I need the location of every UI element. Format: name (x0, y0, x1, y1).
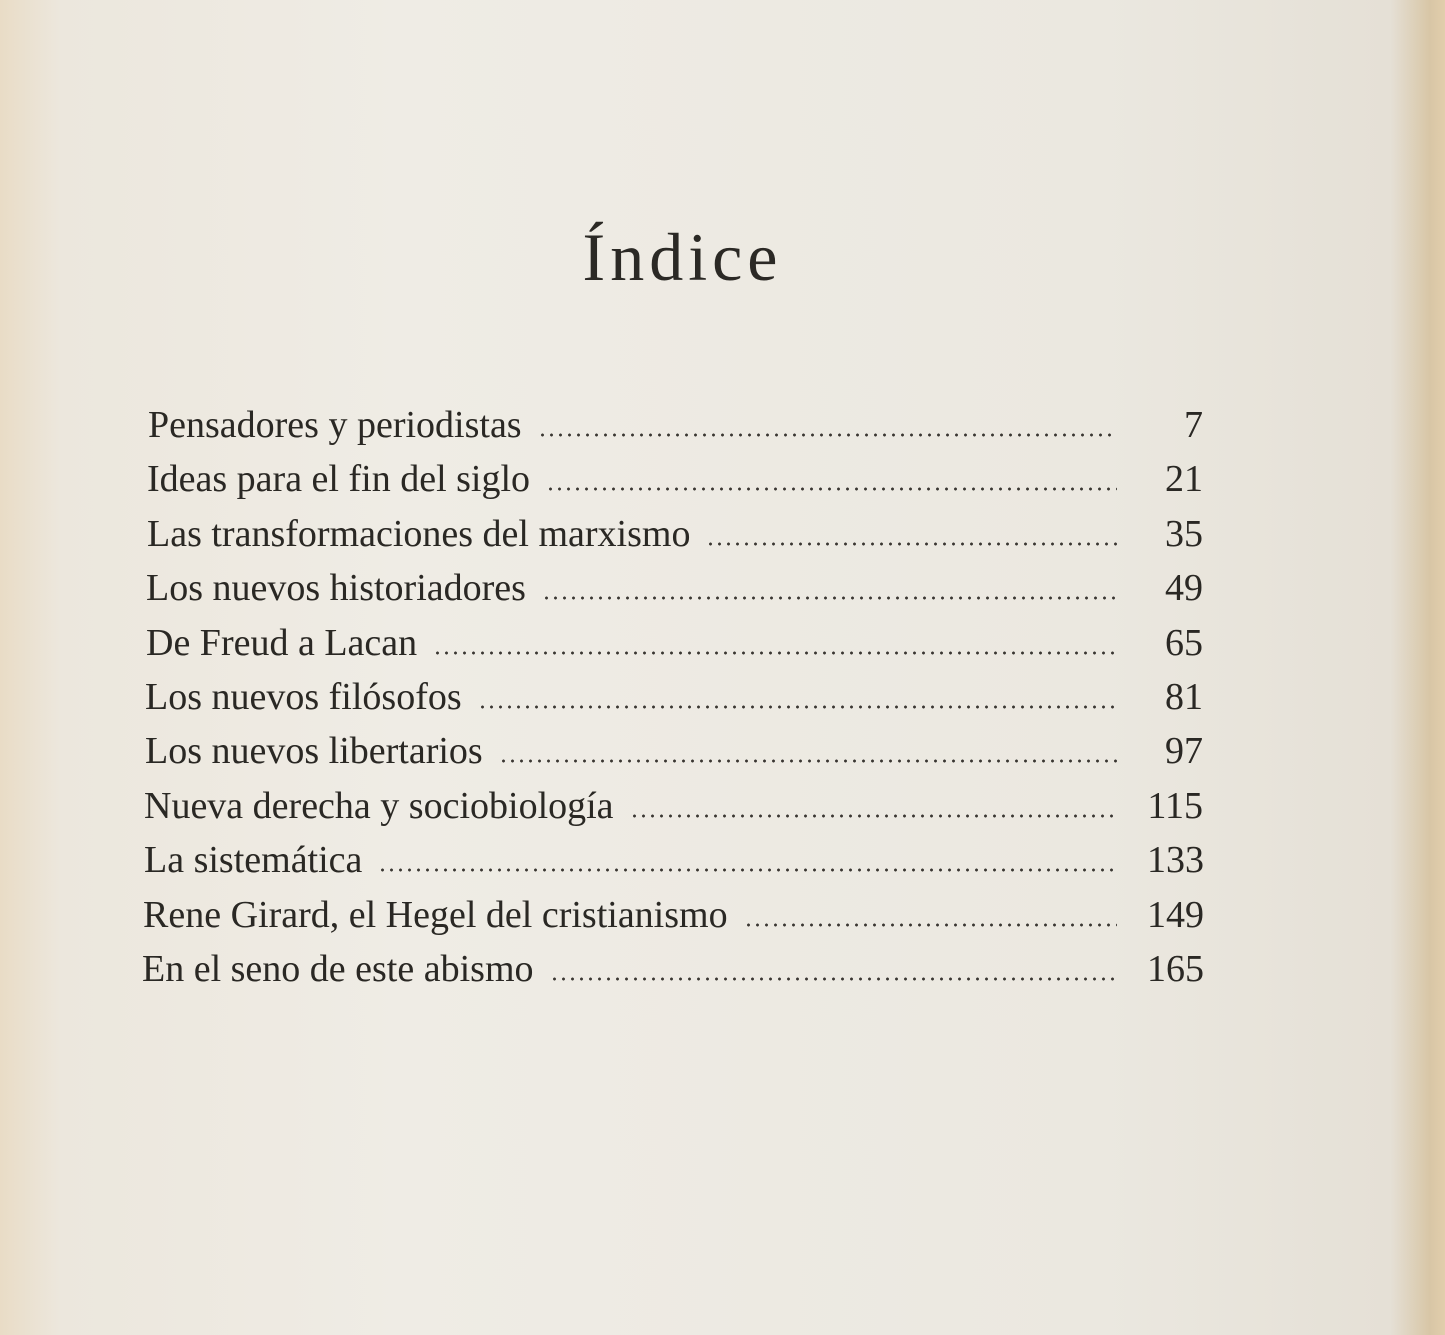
dot-leader (538, 433, 1117, 437)
toc-entry-title: Pensadores y periodistas (148, 404, 522, 446)
toc-entry-page: 81 (1165, 675, 1203, 718)
dot-leader (706, 542, 1117, 546)
dot-leader (433, 651, 1117, 655)
toc-entry-title: Los nuevos libertarios (145, 730, 483, 773)
toc-entry-title: En el seno de este abismo (142, 947, 534, 990)
toc-entry (145, 724, 1203, 778)
toc-entry-title: Rene Girard, el Hegel del cristianismo (143, 893, 728, 936)
toc-entry (147, 507, 1203, 561)
dot-leader (378, 868, 1117, 872)
toc-entry (146, 616, 1203, 670)
toc-entry (144, 779, 1203, 833)
toc-entry-page: 49 (1165, 567, 1203, 610)
toc-entry-page: 21 (1165, 458, 1203, 501)
toc-entry (143, 888, 1203, 942)
toc-entry-title: La sistemática (144, 839, 363, 882)
toc-entry-page: 7 (1184, 404, 1203, 446)
toc-entry (142, 942, 1203, 996)
toc-entry-page: 115 (1147, 784, 1203, 827)
dot-leader (546, 487, 1117, 491)
dot-leader (744, 923, 1117, 927)
toc-entry (146, 561, 1203, 615)
toc-entry-title: Las transformaciones del marxismo (147, 512, 691, 555)
toc-entry-page: 133 (1147, 839, 1204, 882)
page-title: Índice (582, 219, 783, 295)
toc-entry (144, 833, 1203, 887)
toc-entry-page: 65 (1165, 621, 1203, 664)
toc-entry-page: 149 (1147, 893, 1204, 936)
toc-entry-page: 35 (1165, 512, 1203, 555)
toc-entry-title: Ideas para el fin del siglo (147, 458, 531, 501)
dot-leader (542, 596, 1117, 600)
table-of-contents (142, 398, 1204, 996)
dot-leader (478, 705, 1117, 709)
toc-entry (147, 452, 1203, 506)
toc-entry-page: 165 (1147, 947, 1204, 990)
dot-leader (499, 759, 1117, 763)
toc-entry-title: Los nuevos filósofos (145, 675, 462, 718)
toc-entry-page: 97 (1165, 730, 1203, 773)
toc-entry-title: De Freud a Lacan (146, 621, 418, 664)
dot-leader (550, 977, 1117, 981)
toc-entry-title: Los nuevos historiadores (146, 567, 526, 610)
toc-entry (145, 670, 1203, 724)
toc-entry (148, 398, 1203, 452)
dot-leader (630, 814, 1117, 818)
toc-entry-title: Nueva derecha y sociobiología (144, 784, 614, 827)
